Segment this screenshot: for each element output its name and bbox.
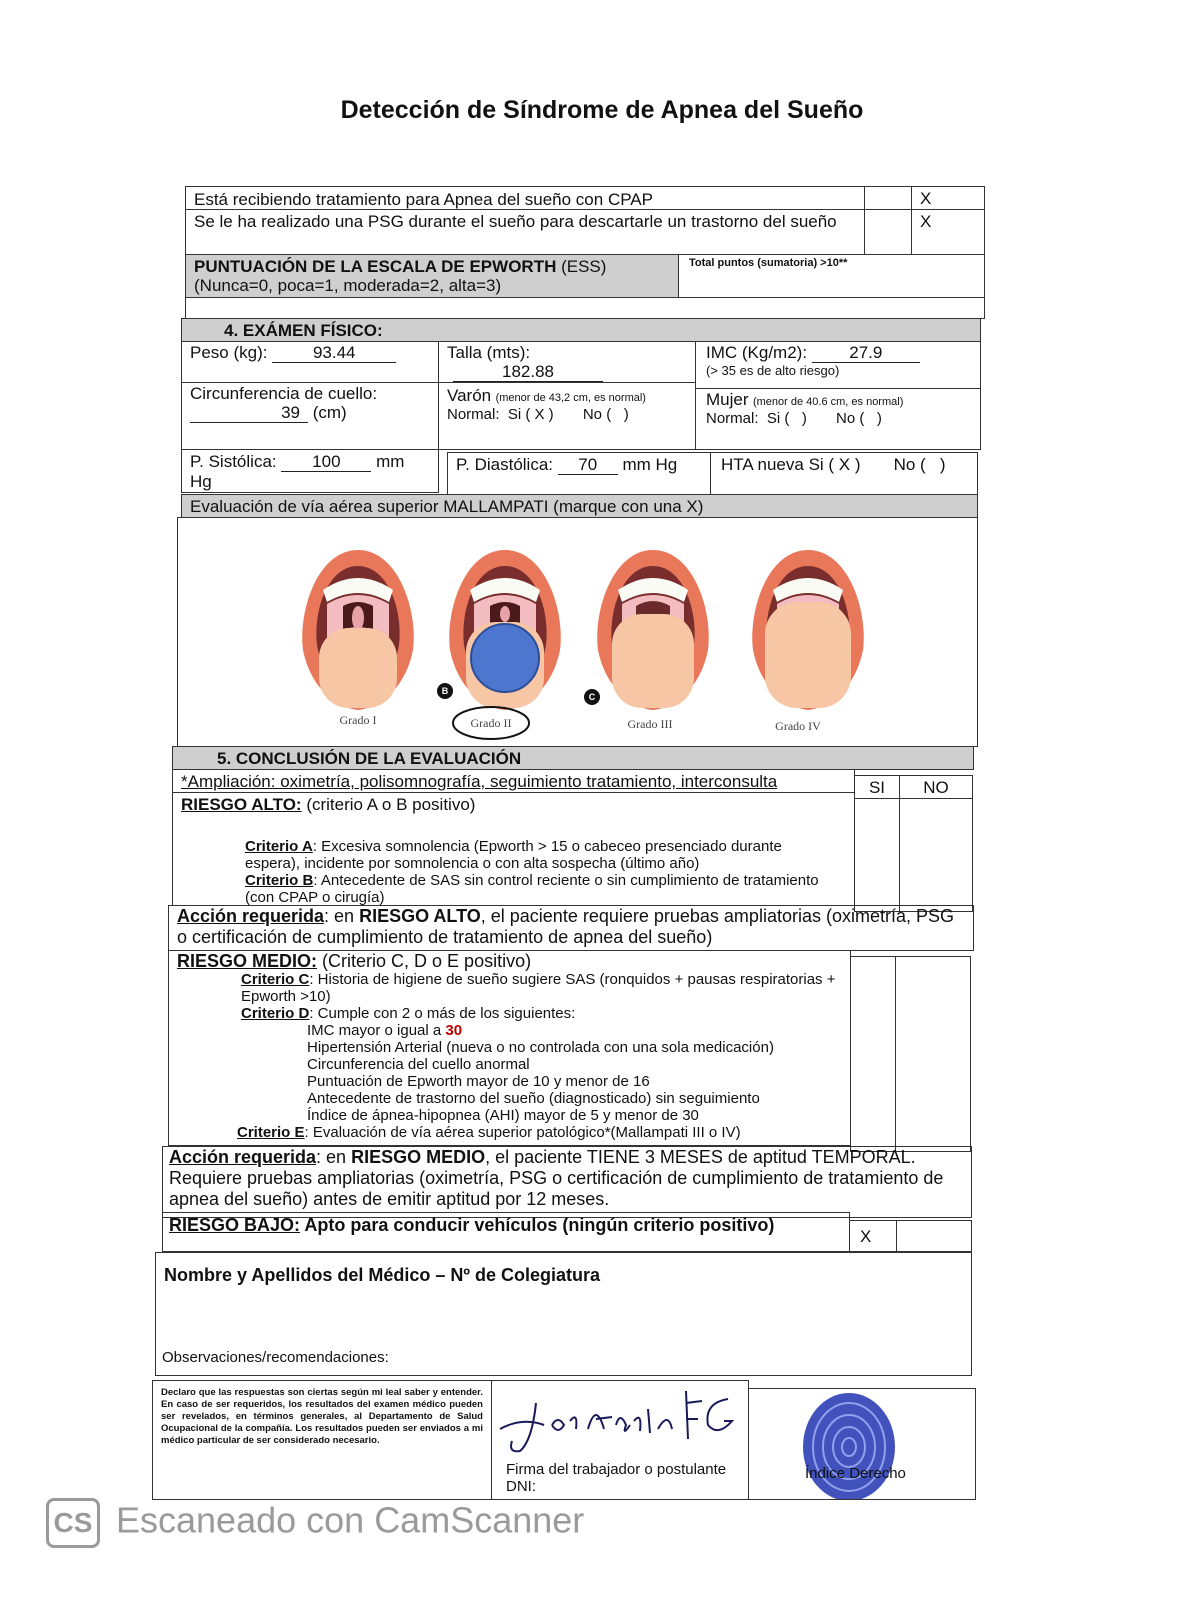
col-no-header: NO <box>899 775 973 799</box>
accion-medio-label: Acción requerida <box>169 1147 317 1167</box>
indice-label: Índice Derecho <box>805 1465 906 1482</box>
varon-label: Varón <box>447 386 492 405</box>
declaration-cell <box>152 1380 492 1500</box>
riesgo-alto-no[interactable] <box>899 798 973 912</box>
criterio-d-item-6: Índice de ápnea-hipopnea (AHI) mayor de 5 y menor de 30 <box>307 1107 699 1124</box>
mujer-note: (menor de 40.6 cm, es normal) <box>752 396 904 408</box>
diastolica-cell <box>447 452 711 496</box>
accion-medio-c: , el paciente TIENE 3 MESES de aptitud TEMPORAL. Requiere pruebas ampliatorias (oximetría, PSG o certificación de cumplimiento de tratamiento de apnea del sueño) antes de emitir aptitud por 12 meses. <box>169 1147 944 1209</box>
accion-alto-c: , el paciente requiere pruebas ampliatorias (oximetría, PSG o certificación de cumplimiento de tratamiento de apnea del sueño) <box>177 906 954 947</box>
peso-label: Peso (kg): <box>190 343 268 362</box>
varon-cell <box>438 382 696 450</box>
question-2-no[interactable]: X <box>911 209 985 255</box>
criterio-d-label: Criterio D <box>241 1005 310 1022</box>
riesgo-bajo-si[interactable]: X <box>849 1220 897 1252</box>
camscanner-text: Escaneado con CamScanner <box>116 1499 585 1541</box>
epworth-total-label: Total puntos (sumatoria) >10** <box>689 257 848 269</box>
marker-c-label: C <box>588 692 596 702</box>
criterio-d-item-2: Hipertensión Arterial (nueva o no controlada con una sola medicación) <box>307 1039 774 1056</box>
camscanner-logo: CS <box>46 1498 100 1548</box>
question-2-si[interactable] <box>864 209 912 255</box>
hta-cell <box>710 452 978 496</box>
mallampati-header: Evaluación de vía aérea superior MALLAMPATI (marque con una X) <box>181 494 978 518</box>
epworth-total[interactable] <box>678 254 985 298</box>
question-2-text: Se le ha realizado una PSG durante el sueño para descartarle un trastorno del sueño <box>194 212 837 231</box>
epworth-scale: (Nunca=0, poca=1, moderada=2, alta=3) <box>194 276 502 295</box>
imc-value[interactable]: 27.9 <box>812 343 920 363</box>
mallampati-grade-1-mouth <box>302 550 414 710</box>
criterio-d-item-5: Antecedente de trastorno del sueño (diagnosticado) sin seguimiento <box>307 1090 760 1107</box>
riesgo-bajo-title: RIESGO BAJO: <box>169 1215 301 1235</box>
declaration-text: Declaro que las respuestas son ciertas según mi leal saber y entender. En caso de ser requeridos, los resultados del examen médico pueden ser revelados, en términos generales, al Departamento de Salud Ocupacional de la compañía. Los resultados pueden ser enviados a mi médico particular de ser considerado necesario. <box>161 1387 483 1446</box>
col-si-header: SI <box>854 775 900 799</box>
criterio-c-text: : Historia de higiene de sueño sugiere SAS (ronquidos + pausas respiratorias + Epworth >10) <box>241 971 836 1005</box>
page-title: Detección de Síndrome de Apnea del Sueño <box>340 96 864 124</box>
criterio-d-text: : Cumple con 2 o más de los siguientes: <box>309 1005 576 1022</box>
riesgo-medio-sub: (Criterio C, D o E positivo) <box>322 951 532 971</box>
criterio-d <box>241 1005 842 1022</box>
mallampati-grade-4-mouth <box>752 550 864 710</box>
talla-cell <box>438 341 696 383</box>
mallampati-grade-3-mouth <box>597 550 709 710</box>
criterio-e <box>237 1124 842 1141</box>
diastolica-value[interactable]: 70 <box>558 455 618 475</box>
peso-cell <box>181 341 439 383</box>
cuello-value[interactable]: 39 <box>190 403 308 423</box>
epworth-title: PUNTUACIÓN DE LA ESCALA DE EPWORTH <box>194 257 557 276</box>
cuello-cell <box>181 382 439 450</box>
criterio-d-item-1-value: 30 <box>445 1022 463 1039</box>
criterio-a <box>245 838 805 872</box>
accion-alto-text <box>177 906 965 948</box>
mujer-label: Mujer <box>706 390 749 409</box>
firma-label: Firma del trabajador o postulante <box>506 1461 727 1478</box>
riesgo-bajo-row <box>162 1212 850 1252</box>
mujer-normal[interactable]: Normal: Si ( ) No ( ) <box>706 410 882 427</box>
mallampati-figure <box>177 517 978 747</box>
varon-normal[interactable]: Normal: Si ( X ) No ( ) <box>447 406 629 423</box>
imc-label: IMC (Kg/m2): <box>706 343 808 362</box>
sistolica-cell <box>181 449 439 493</box>
fingerprint-cell <box>748 1388 976 1500</box>
accion-alto-label: Acción requerida <box>177 906 325 926</box>
riesgo-medio-block <box>168 950 851 1146</box>
epworth-abbr: (ESS) <box>561 257 607 276</box>
accion-alto-b: RIESGO ALTO <box>359 906 481 926</box>
medico-block <box>155 1252 972 1376</box>
varon-note: (menor de 43,2 cm, es normal) <box>495 392 646 404</box>
imc-note: (> 35 es de alto riesgo) <box>706 363 840 378</box>
sistolica-unit: mm Hg <box>190 452 405 491</box>
marker-b-label: B <box>441 686 449 696</box>
criterio-e-label: Criterio E <box>237 1124 305 1141</box>
grade-4-label[interactable]: Grado IV <box>775 719 821 733</box>
ampliacion-row <box>172 769 855 793</box>
riesgo-medio-si[interactable] <box>850 956 896 1152</box>
question-1-si[interactable] <box>864 186 912 210</box>
grade-1-label[interactable]: Grado I <box>339 713 377 727</box>
riesgo-alto-title: RIESGO ALTO: <box>181 795 302 814</box>
sistolica-value[interactable]: 100 <box>281 452 371 472</box>
peso-value[interactable]: 93.44 <box>272 343 396 363</box>
imc-cell <box>695 341 981 389</box>
observaciones-label[interactable]: Observaciones/recomendaciones: <box>162 1349 389 1366</box>
camscanner-watermark <box>46 1498 584 1548</box>
hta-value[interactable]: HTA nueva Si ( X ) No ( ) <box>721 455 946 474</box>
criterio-e-text: : Evaluación de vía aérea superior patológico*(Mallampati III o IV) <box>304 1124 741 1141</box>
question-1-no[interactable]: X <box>911 186 985 210</box>
cuello-label: Circunferencia de cuello: <box>190 384 378 403</box>
grade-2-label[interactable]: Grado II <box>470 716 512 730</box>
diastolica-unit: mm Hg <box>622 455 678 474</box>
criterio-d-item-3: Circunferencia del cuello anormal <box>307 1056 530 1073</box>
riesgo-medio-no[interactable] <box>895 956 971 1152</box>
cuello-unit: (cm) <box>312 403 347 422</box>
question-1-text: Está recibiendo tratamiento para Apnea del sueño con CPAP <box>194 190 653 209</box>
riesgo-bajo-text: Apto para conducir vehículos (ningún criterio positivo) <box>300 1215 775 1235</box>
riesgo-medio-title: RIESGO MEDIO: <box>177 951 318 971</box>
criterio-c <box>241 971 841 1005</box>
diastolica-label: P. Diastólica: <box>456 455 554 474</box>
accion-medio-text <box>169 1147 965 1210</box>
signature-cell[interactable] <box>491 1380 749 1500</box>
dni-label: DNI: <box>506 1478 536 1495</box>
criterio-c-label: Criterio C <box>241 971 310 988</box>
riesgo-bajo-no[interactable] <box>896 1220 972 1252</box>
accion-medio-row <box>162 1146 972 1218</box>
grade-3-label[interactable]: Grado III <box>627 717 673 731</box>
signature-drawing <box>492 1381 749 1461</box>
ampliacion-text: *Ampliación: oximetría, polisomnografía, seguimiento tratamiento, interconsulta <box>181 772 778 791</box>
talla-label: Talla (mts): <box>447 343 531 362</box>
riesgo-alto-block <box>172 792 855 906</box>
riesgo-alto-si[interactable] <box>854 798 900 912</box>
mujer-cell <box>695 388 981 450</box>
section-5-header: 5. CONCLUSIÓN DE LA EVALUACIÓN <box>172 746 974 770</box>
riesgo-alto-sub: (criterio A o B positivo) <box>306 795 476 814</box>
accion-alto-a: : en <box>324 906 360 926</box>
criterio-b-text: : Antecedente de SAS sin control reciente o sin cumplimiento de tratamiento (con CPAP o cirugía) <box>245 872 819 906</box>
criterio-d-item-4: Puntuación de Epworth mayor de 10 y menor de 16 <box>307 1073 650 1090</box>
mallampati-grade-2-mouth <box>449 550 561 710</box>
criterio-d-item-1 <box>307 1022 842 1039</box>
spacer-row <box>185 297 985 319</box>
accion-medio-a: : en <box>316 1147 352 1167</box>
criterio-b-label: Criterio B <box>245 872 314 889</box>
criterio-a-label: Criterio A <box>245 838 313 855</box>
criterio-a-text: : Excesiva somnolencia (Epworth > 15 o cabeceo presenciado durante espera), incidente por somnolencia o con alta sospecha (último año) <box>245 838 782 872</box>
criterio-b <box>245 872 825 906</box>
accion-alto-row <box>168 905 974 951</box>
epworth-header <box>185 254 679 298</box>
fingerprint-icon <box>749 1389 976 1500</box>
talla-value[interactable]: 182.88 <box>453 362 603 382</box>
criterio-d-item-1-text: IMC mayor o igual a <box>307 1022 446 1039</box>
section-4-header: 4. EXÁMEN FÍSICO: <box>181 318 981 342</box>
question-row-1 <box>185 186 865 210</box>
sistolica-label: P. Sistólica: <box>190 452 277 471</box>
medico-label: Nombre y Apellidos del Médico – Nº de Colegiatura <box>164 1265 600 1285</box>
accion-medio-b: RIESGO MEDIO <box>351 1147 486 1167</box>
question-row-2 <box>185 209 865 255</box>
